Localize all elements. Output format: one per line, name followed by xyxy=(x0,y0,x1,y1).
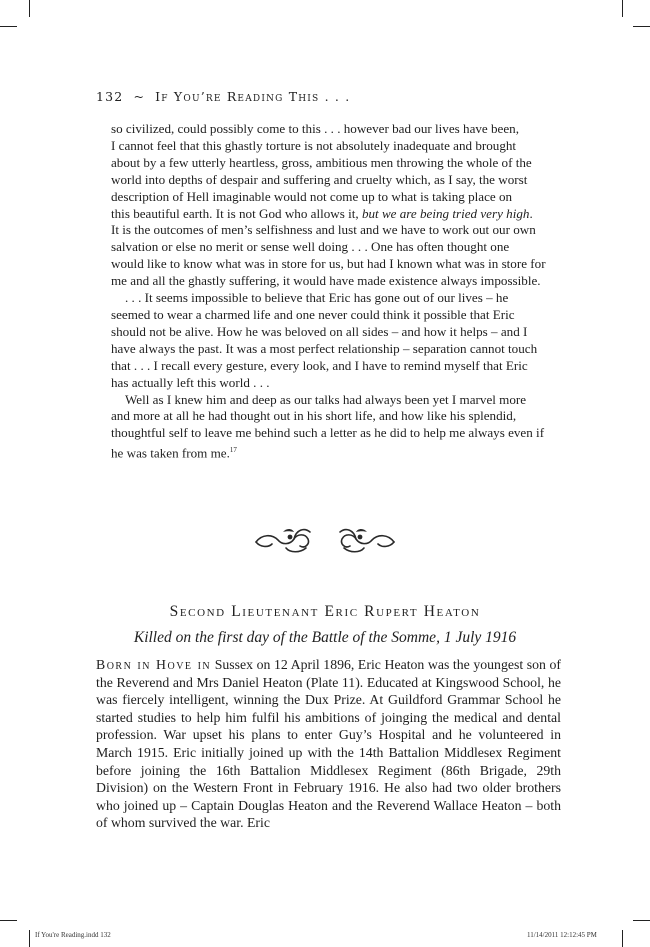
lead-in: Born in Hove in xyxy=(96,657,212,672)
quote-paragraph xyxy=(111,392,571,463)
quote-line: would like to know what was in store for us, but had I known what was in store for xyxy=(111,256,546,272)
quote-line: . . . It seems impossible to believe that Eric has gone out of our lives – he xyxy=(125,290,509,306)
biography-paragraph xyxy=(96,656,561,832)
quote-line: Well as I knew him and deep as our talks had always been yet I marvel more xyxy=(125,391,527,407)
slug-file-info: If You're Reading.indd 132 xyxy=(35,931,111,939)
quote-line: It is the outcomes of men’s selfishness and lust and we have to work out our own xyxy=(111,222,536,238)
section-subtitle: Killed on the first day of the Battle of the Somme, 1 July 1916 xyxy=(133,629,517,646)
crop-mark xyxy=(29,0,30,17)
quote-line: he was taken from me. xyxy=(111,445,230,461)
quote-line: so civilized, could possibly come to this . . . however bad our lives have been, xyxy=(111,121,519,136)
footnote-reference: 17 xyxy=(229,446,237,455)
crop-mark xyxy=(622,930,623,947)
crop-mark xyxy=(29,930,30,947)
biography-text: Sussex on 12 April 1896, Eric Heaton was the youngest son of the Reverend and Mrs Daniel Heaton (Plate 11). Educated at Kingswood School, he was fiercely intelligent, winning the Dux Prize. At Guildford Grammar School he started studies to help him fulfil his ambitions of joinging the medical and dental profession. War upset his plans to enter Guy’s Hospital and he volunteered in March 1915. Eric initially joined up with the 14th Battalion Middlesex Regiment before joining the 16th Battalion Middlesex Regiment (86th Brigade, 29th Division) on the Western Front in February 1916. He also had two older brothers who joined up – Captain Douglas Heaton and the Reverend Wallace Heaton – both of whom survived the war. Eric xyxy=(96,657,561,831)
quote-line: description of Hell imaginable would not come up to what is taking place on xyxy=(111,188,513,204)
quote-line: should not be alive. How he was beloved on all sides – and how it helps – and I xyxy=(111,323,528,339)
quote-line: I cannot feel that this ghastly torture is not absolutely inadequate and brought xyxy=(111,137,517,153)
quote-line: salvation or else no merit or sense well doing . . . One has often thought one xyxy=(111,239,510,255)
quote-line: thoughtful self to leave me behind such a letter as he did to help me always even if xyxy=(111,425,545,441)
quote-line: world into depths of despair and suffering and cruelty which, as I say, the worst xyxy=(111,171,528,187)
crop-mark xyxy=(0,26,17,27)
quote-italic-emphasis: but we are being tried very high xyxy=(361,205,530,221)
section-ornament-icon xyxy=(250,520,400,560)
quote-line: seemed to wear a charmed life and one never could think it possible that Eric xyxy=(111,306,515,322)
quote-line: have always the past. It was a most perfect relationship – separation cannot touch xyxy=(111,340,538,356)
crop-mark xyxy=(0,920,17,921)
quote-paragraph xyxy=(111,121,571,290)
quote-paragraph xyxy=(111,290,571,391)
running-head-separator: ~ xyxy=(133,89,146,104)
quote-line-start: this beautiful earth. It is not God who allows it, xyxy=(111,205,362,221)
quote-line: about by a few utterly heartless, gross, ambitious men throwing the whole of the xyxy=(111,154,532,170)
crop-mark xyxy=(622,0,623,17)
section-title: Second Lieutenant Eric Rupert Heaton xyxy=(169,603,481,620)
quote-line: that . . . I recall every gesture, every look, and I have to remind myself that Eric xyxy=(111,357,528,373)
slug-timestamp: 11/14/2011 12:12:45 PM xyxy=(527,931,597,939)
crop-mark xyxy=(633,26,650,27)
page-number: 132 xyxy=(96,89,124,104)
quote-line-end: . xyxy=(529,205,533,221)
running-head-title: If You’re Reading This . . . xyxy=(155,89,351,104)
quote-line: has actually left this world . . . xyxy=(111,374,270,390)
quote-line: and more at all he had thought out in his short life, and how like his splendid, xyxy=(111,408,517,424)
quote-line: me and all the ghastly suffering, it would have made existence always impossible. xyxy=(111,273,541,289)
letter-quotation xyxy=(111,121,571,462)
running-head xyxy=(96,89,350,104)
crop-mark xyxy=(633,920,650,921)
